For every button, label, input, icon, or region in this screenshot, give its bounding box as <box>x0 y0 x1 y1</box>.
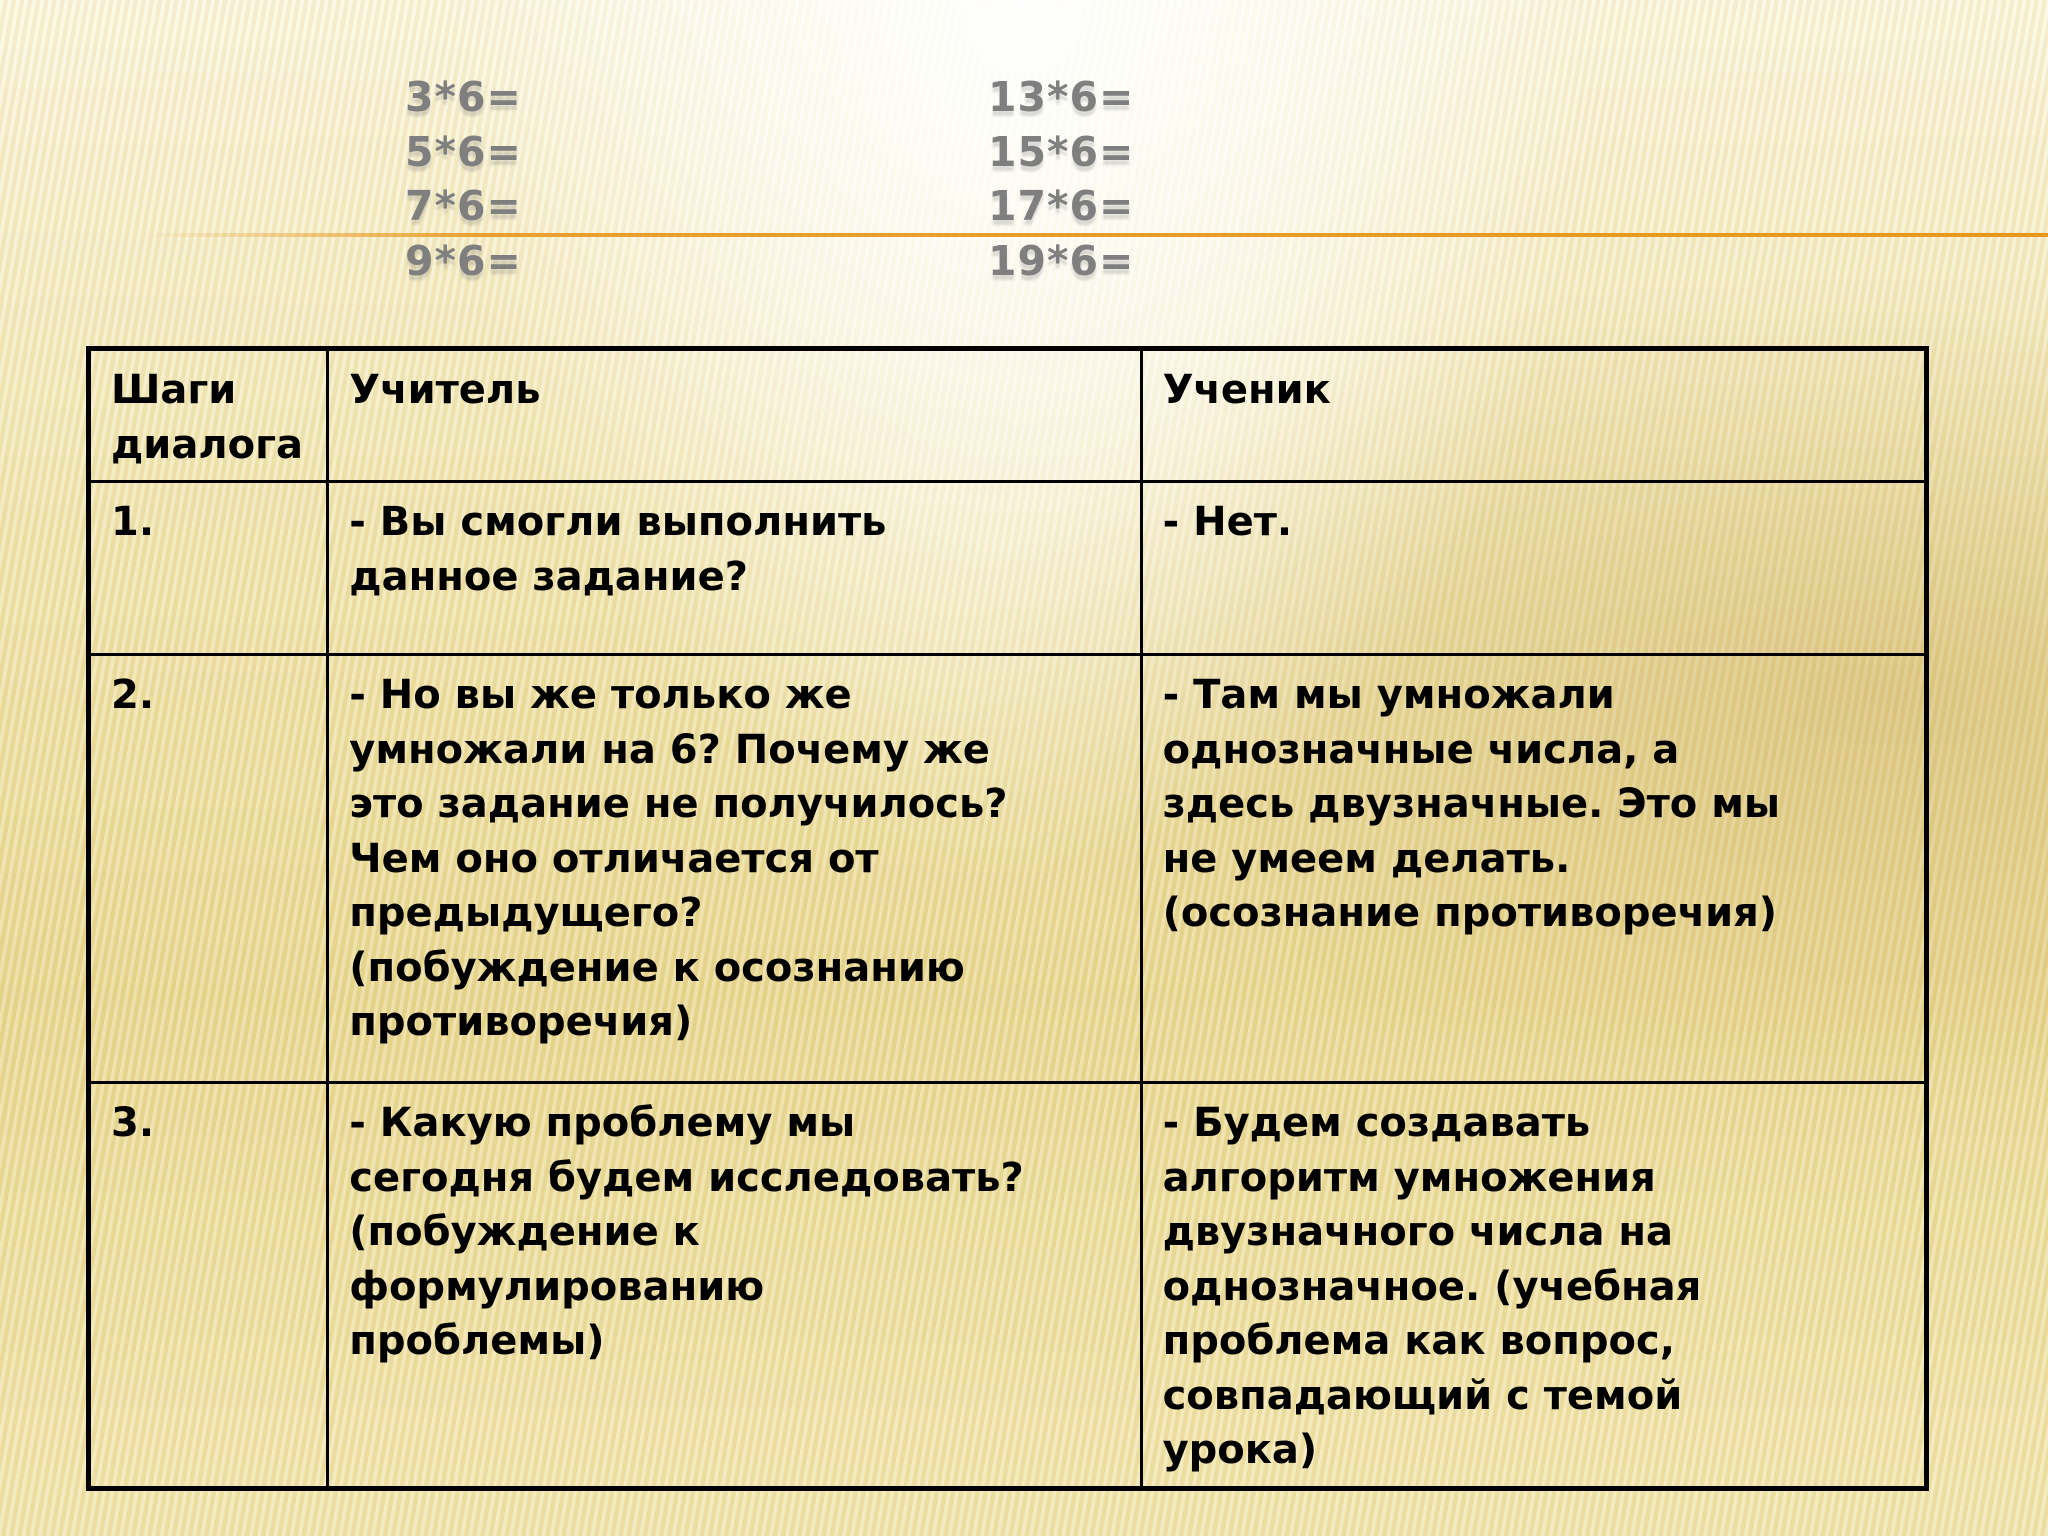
formula-item: 5*6= <box>405 127 522 176</box>
step-number-cell: 2. <box>89 655 328 1083</box>
header-cell-steps: Шаги диалога <box>89 349 328 482</box>
table-row <box>89 1083 1927 1489</box>
teacher-cell: - Какую проблему мы сегодня будем исследовать? (побуждение к формулированию проблемы) <box>328 1083 1141 1489</box>
formula-item: 7*6= <box>405 182 522 230</box>
formula-item: 9*6= <box>405 236 522 285</box>
teacher-cell: - Но вы же только же умножали на 6? Почему же это задание не получилось? Чем оно отличается от предыдущего? (побуждение к осознанию противоречия) <box>328 655 1141 1083</box>
formula-list-left <box>405 70 522 288</box>
header-cell-teacher: Учитель <box>328 349 1141 482</box>
formula-list-right <box>988 70 1134 288</box>
step-number-cell: 1. <box>89 482 328 655</box>
table-row <box>89 482 1927 655</box>
formula-item: 15*6= <box>988 127 1135 176</box>
teacher-cell: - Вы смогли выполнить данное задание? <box>328 482 1141 655</box>
table-header-row <box>89 349 1927 482</box>
step-number-cell: 3. <box>89 1083 328 1489</box>
student-cell: - Будем создавать алгоритм умножения двузначного числа на однозначное. (учебная проблема как вопрос, совпадающий с темой урока) <box>1141 1083 1926 1489</box>
dialogue-steps-table <box>86 346 1929 1491</box>
header-cell-student: Ученик <box>1141 349 1926 482</box>
table-row <box>89 655 1927 1083</box>
formula-item: 13*6= <box>988 73 1135 121</box>
formula-item: 19*6= <box>988 236 1135 285</box>
student-cell: - Нет. <box>1141 482 1926 655</box>
student-cell: - Там мы умножали однозначные числа, а здесь двузначные. Это мы не умеем делать. (осознание противоречия) <box>1141 655 1926 1083</box>
formula-item: 17*6= <box>988 182 1135 230</box>
formula-item: 3*6= <box>405 73 522 121</box>
